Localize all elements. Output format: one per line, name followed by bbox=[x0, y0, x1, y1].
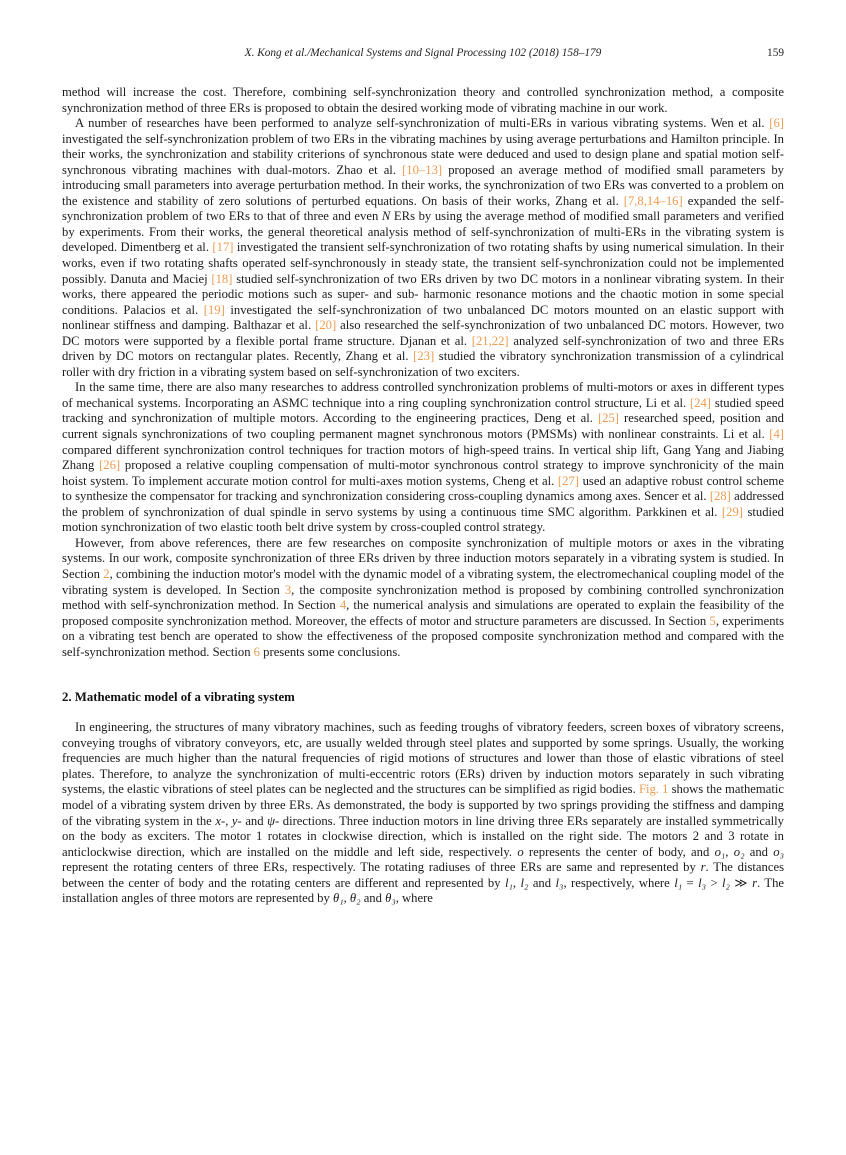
citation-link[interactable]: [25] bbox=[597, 411, 619, 426]
math-variable: o bbox=[517, 844, 524, 859]
math-variable: ψ bbox=[267, 813, 275, 828]
math-variable: r bbox=[700, 860, 706, 875]
journal-running-title: X. Kong et al./Mechanical Systems and Signal Processing 102 (2018) 158–179 bbox=[244, 47, 602, 59]
citation-link[interactable]: [6] bbox=[769, 116, 784, 131]
math-variable: r bbox=[752, 875, 757, 890]
math-variable: l₁ bbox=[674, 875, 683, 890]
figure-link[interactable]: Fig. 1 bbox=[638, 782, 669, 797]
math-variable: x bbox=[215, 813, 221, 828]
math-variable: l₂ bbox=[520, 875, 529, 890]
math-variable: θ₁ bbox=[332, 891, 344, 906]
citation-link[interactable]: [10–13] bbox=[402, 162, 443, 177]
section-link[interactable]: 5 bbox=[709, 613, 716, 628]
citation-link[interactable]: [24] bbox=[689, 395, 712, 410]
citation-link[interactable]: [21,22] bbox=[471, 333, 509, 348]
math-variable: o₁ bbox=[714, 844, 726, 859]
math-variable: l₁ bbox=[504, 875, 513, 890]
section-link[interactable]: 3 bbox=[284, 582, 292, 597]
math-variable: θ₂ bbox=[349, 891, 361, 906]
page-number: 159 bbox=[767, 47, 784, 59]
math-variable: o₂ bbox=[733, 844, 745, 859]
citation-link[interactable]: [4] bbox=[769, 427, 784, 442]
section-link[interactable]: 4 bbox=[339, 598, 347, 613]
citation-link[interactable]: [19] bbox=[203, 302, 225, 317]
citation-link[interactable]: [29] bbox=[721, 504, 743, 519]
math-variable: l₃ bbox=[698, 875, 707, 890]
citation-link[interactable]: [23] bbox=[413, 349, 435, 364]
section-link[interactable]: 6 bbox=[253, 644, 260, 659]
paragraph: In engineering, the structures of many vibratory machines, such as feeding troughs of vibratory feeders, screen boxes of vibratory screens, conveying troughs of vibratory conveyors, etc, are usually welded through steel plates and supported by some springs. Usually, the working frequencies are much higher than the natural frequencies of rigid motions of structures and lower than those of elastic vibrations of steel plates. Therefore, to analyze the synchronization of multi-eccentric rotors (ERs) driven by induction motors separately in such vibrating systems, the elastic vibrations of steel plates can be neglected and the structures can be simplified as rigid bodies. Fig. 1 shows the mathematic model of a vibrating system driven by three ERs. As demonstrated, the body is supported by two springs providing the stiffness and damping of the vibrating system in the x-, y- and ψ- directions. Three induction motors in line driving three ERs separately are installed symmetrically on the body as exciters. The motor 1 rotates in clockwise direction, which is installed on the right side. The motors 2 and 3 rotate in anticlockwise direction, which are installed on the middle and left side, respectively. o represents the center of body, and o₁, o₂ and o₃ represent the rotating centers of three ERs, respectively. The rotating radiuses of three ERs are same and represented by r. The distances between the center of body and the rotating centers are different and represented by l₁, l₂ and l₃, respectively, where l₁ = l₃ > l₂ ≫ r. The installation angles of three motors are represented by θ₁, θ₂ and θ₃, where bbox=[62, 720, 785, 906]
citation-link[interactable]: [20] bbox=[315, 318, 337, 333]
paragraph: A number of researches have been performed to analyze self-synchronization of multi-ERs in various vibrating systems. Wen et al. [6] investigated the self-synchronization problem of two ERs in the vibrating machines by using average perturbations and Hamilton principle. In their works, the synchronization and stability criterions of synchronous state were deduced and used to design plane and spatial motion self-synchronous vibrating machines with dual-motors. Zhao et al. [10–13] proposed an average method of modified small parameters by introducing small parameters into average perturbation method. In their works, the synchronization of two ERs was converted to a problem on the existence and stability of zero solutions of perturbed equations. On basis of their works, Zhang et al. [7,8,14–16] expanded the self-synchronization problem of two ERs to that of three and even N ERs by using the average method of modified small parameters and verified by experiments. From their works, the general theoretical analysis method of self-synchronization of multi-ERs in the vibrating system is developed. Dimentberg et al. [17] investigated the transient self-synchronization of two rotating shafts by using numerical simulation. In their works, even if two rotating shafts operated self-synchronously in steady state, the transient self-synchronization could not be implemented possibly. Danuta and Maciej [18] studied self-synchronization of two ERs driven by two DC motors in a nonlinear vibrating system. In their works, there appeared the periodic motions such as super- and sub- harmonic resonance motions and the chaotic motion in some special conditions. Palacios et al. [19] investigated the self-synchronization of two unbalanced DC motors mounted on an elastic support with nonlinear stiffness and damping. Balthazar et al. [20] also researched the self-synchronization of two unbalanced DC motors. However, two DC motors were supported by a flexible portal frame structure. Djanan et al. [21,22] analyzed self-synchronization of two and three ERs driven by DC motors on rectangular plates. Recently, Zhang et al. [23] studied the vibratory synchronization transmission of a cylindrical roller with dry friction in a vibrating system based on self-synchronization of two exciters. bbox=[62, 116, 785, 379]
article-body bbox=[62, 85, 784, 907]
citation-link[interactable]: [28] bbox=[709, 489, 731, 504]
math-variable: l₃ bbox=[555, 875, 564, 890]
section-heading: 2. Mathematic model of a vibrating system bbox=[62, 690, 295, 705]
math-variable: l₂ bbox=[722, 875, 730, 890]
section-link[interactable]: 2 bbox=[103, 566, 110, 581]
math-variable: N bbox=[381, 209, 391, 224]
math-variable: θ₃ bbox=[385, 891, 396, 906]
running-head bbox=[62, 47, 784, 62]
citation-link[interactable]: [27] bbox=[557, 473, 579, 488]
citation-link[interactable]: [7,8,14–16] bbox=[623, 193, 683, 208]
citation-link[interactable]: [18] bbox=[211, 271, 233, 286]
paragraph: However, from above references, there are few researches on composite synchronization of multiple motors or axes in the vibrating systems. In our work, composite synchronization of three ERs driven by three induction motors separately in a vibrating system is studied. In Section 2, combining the induction motor's model with the dynamic model of a vibrating system, the electromechanical coupling model of the vibrating system is developed. In Section 3, the composite synchronization method is proposed by combining controlled synchronization method with self-synchronization method. In Section 4, the numerical analysis and simulations are operated to explain the feasibility of the proposed composite synchronization method. Moreover, the effects of motor and structure parameters are discussed. In Section 5, experiments on a vibrating test bench are operated to show the effectiveness of the proposed composite synchronization method and compared with the self-synchronization method. Section 6 presents some conclusions. bbox=[62, 535, 784, 659]
paragraph: In the same time, there are also many researches to address controlled synchronization problems of multi-motors or axes in different types of mechanical systems. Incorporating an ASMC technique into a ring coupling synchronization control structure, Li et al. [24] studied speed tracking and synchronization of multiple motors. According to the engineering practices, Deng et al. [25] researched speed, position and current signals synchronizations of two coupling permanent magnet synchronous motors (PMSMs) with nonlinear constraints. Li et al. [4] compared different synchronization control techniques for traction motors of high-speed trains. In vertical ship lift, Gang Yang and Jiabing Zhang [26] proposed a relative coupling compensation of multi-motor synchronous control strategy to improve synchronicity of the main hoist system. To implement accurate motion control for multi-axes motion systems, Cheng et al. [27] used an adaptive robust control scheme to synthesize the compensator for tracking and synchronization considering cross-coupling dynamics among axes. Sencer et al. [28] addressed the problem of synchronization of dual spindle in servo systems by using a continuous time SMC algorithm. Parkkinen et al. [29] studied motion synchronization of two elastic tooth belt drive system by cross-coupled control strategy. bbox=[62, 380, 784, 535]
math-variable: o₃ bbox=[773, 844, 784, 859]
citation-link[interactable]: [17] bbox=[212, 240, 234, 255]
math-variable: y bbox=[231, 813, 238, 828]
citation-link[interactable]: [26] bbox=[99, 458, 121, 473]
paragraph: method will increase the cost. Therefore, combining self-synchronization theory and controlled synchronization method, a composite synchronization method of three ERs is proposed to obtain the desired working mode of vibrating machine in our work. bbox=[62, 85, 784, 115]
